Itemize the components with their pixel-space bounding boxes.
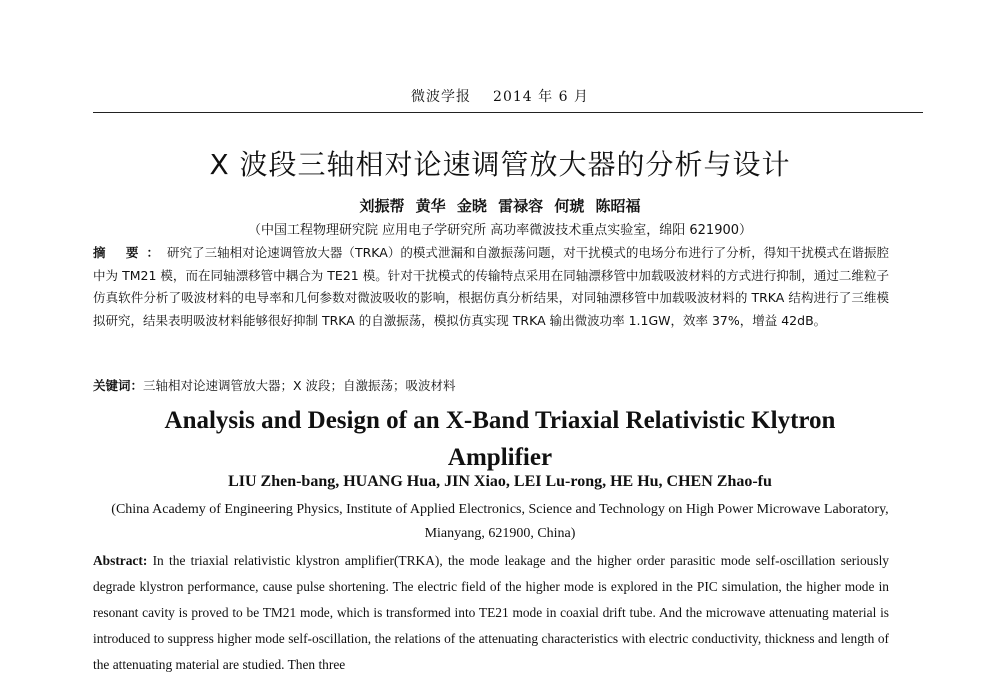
- chinese-title: X 波段三轴相对论速调管放大器的分析与设计: [209, 148, 791, 181]
- english-abstract-text: In the triaxial relativistic klystron amplifier(TRKA), the mode leakage and the higher order parasitic mode self-oscillation seriously degrade klystron performance, cause pulse shortening. The electric field of the higher mode is explored in the PIC simulation, the higher mode in resonant cavity is proved to be TM21 mode, which is transformed into TE21 mode in coaxial drift tube. And the microwave attenuating material is introduced to suppress higher mode self-oscillation, the relations of the attenuating characteristics with electric conductivity, thickness and length of the attenuating material are studied. Then three: [93, 553, 889, 672]
- chinese-abstract-text: 研究了三轴相对论速调管放大器（TRKA）的模式泄漏和自激振荡问题，对干扰模式的电场分布进行了分析，得知干扰模式在谐振腔中为 TM21 模，而在同轴漂移管中耦合为 TE21 模。针对干扰模式的传输特点采用在同轴漂移管中加载吸波材料的方式进行抑制，通过二维粒子仿真软件分析了吸波材料的电导率和几何参数对微波吸收的影响，根据仿真分析结果，对同轴漂移管中加载吸波材料的 TRKA 结构进行了三维模拟研究，结果表明吸波材料能够很好抑制 TRKA 的自激振荡，模拟仿真实现 TRKA 输出微波功率 1.1GW，效率 37%，增益 42dB。: [93, 245, 889, 328]
- running-header: [0, 86, 1000, 106]
- english-authors: LIU Zhen-bang, HUANG Hua, JIN Xiao, LEI Lu-rong, HE Hu, CHEN Zhao-fu: [228, 473, 772, 490]
- issue-date: 2014 年 6 月: [493, 89, 589, 105]
- chinese-keywords: [93, 376, 889, 394]
- english-title: Analysis and Design of an X-Band Triaxial Relativistic Klytron Amplifier: [164, 407, 836, 471]
- journal-name: 微波学报: [411, 89, 472, 105]
- english-abstract: [93, 548, 889, 678]
- chinese-abstract-label: 摘 要：: [93, 245, 167, 260]
- english-abstract-label: Abstract:: [93, 553, 148, 568]
- header-rule: [93, 112, 923, 113]
- chinese-authors: 刘振帮 黄华 金晓 雷禄容 何琥 陈昭福: [359, 197, 641, 215]
- chinese-keywords-label: 关键词：: [93, 378, 144, 393]
- chinese-abstract: [93, 242, 889, 332]
- chinese-affiliation: （中国工程物理研究院 应用电子学研究所 高功率微波技术重点实验室，绵阳 621900）: [247, 223, 753, 238]
- chinese-keywords-text: 三轴相对论速调管放大器；X 波段；自激振荡；吸波材料: [143, 378, 456, 393]
- english-affiliation: (China Academy of Engineering Physics, Institute of Applied Electronics, Science and Technology on High Power Microwave Laboratory, Mianyang, 621900, China): [111, 502, 889, 541]
